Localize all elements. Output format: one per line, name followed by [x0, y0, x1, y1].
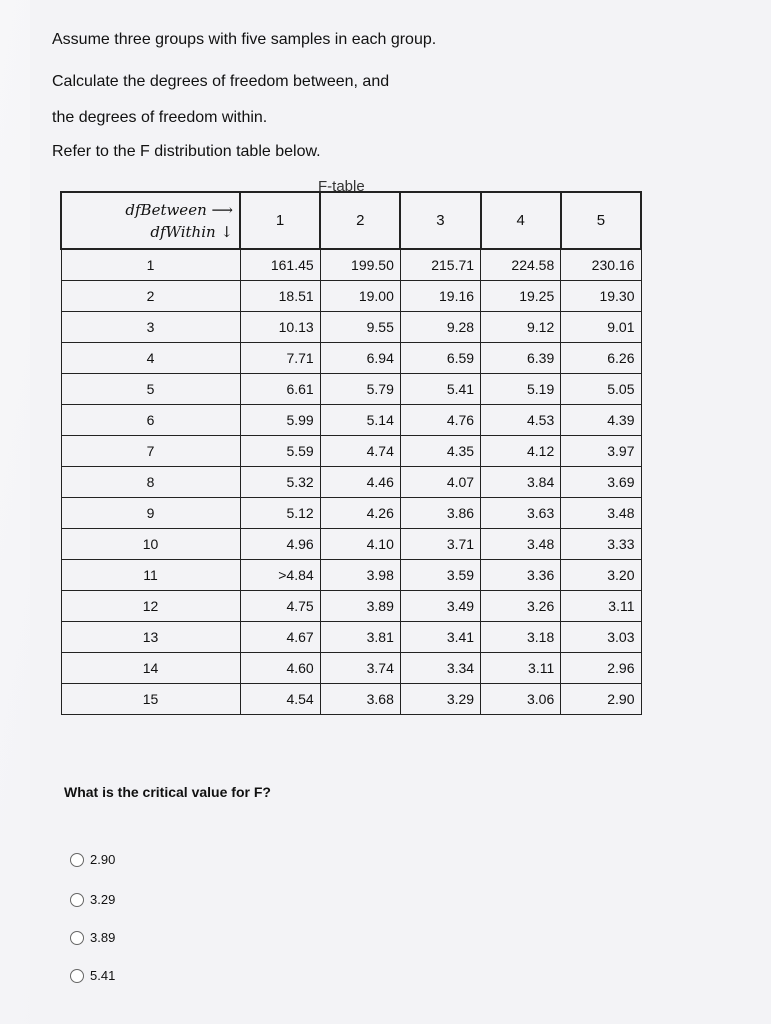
table-row [61, 653, 641, 684]
f-critical-value-cell: 3.49 [400, 591, 480, 622]
f-critical-value-cell: 3.34 [400, 653, 480, 684]
f-critical-value-cell: 199.50 [320, 249, 400, 281]
table-header-row [61, 192, 641, 249]
table-row [61, 312, 641, 343]
f-critical-value-cell: 3.26 [481, 591, 561, 622]
table-row [61, 529, 641, 560]
question-instruction-line: the degrees of freedom within. [52, 109, 268, 126]
df-within-value: 8 [61, 467, 240, 498]
f-critical-value-cell: 3.48 [561, 498, 641, 529]
f-critical-value-cell: 4.60 [240, 653, 320, 684]
df-within-value: 5 [61, 374, 240, 405]
table-corner-header [61, 192, 240, 249]
answer-option[interactable] [70, 892, 115, 907]
f-critical-value-cell: 3.03 [561, 622, 641, 653]
column-header: 3 [400, 192, 480, 249]
f-critical-value-cell: 9.55 [320, 312, 400, 343]
f-critical-value-cell: 3.59 [400, 560, 480, 591]
f-critical-value-cell: 3.33 [561, 529, 641, 560]
f-critical-value-cell: 3.97 [561, 436, 641, 467]
f-critical-value-cell: 18.51 [240, 281, 320, 312]
f-critical-value-cell: 3.29 [400, 684, 480, 715]
df-within-value: 4 [61, 343, 240, 374]
f-critical-value-cell: 10.13 [240, 312, 320, 343]
f-critical-value-cell: 3.89 [320, 591, 400, 622]
f-critical-value-cell: 6.94 [320, 343, 400, 374]
f-critical-value-cell: 9.12 [481, 312, 561, 343]
f-critical-value-cell: 3.71 [400, 529, 480, 560]
df-within-value: 1 [61, 249, 240, 281]
f-critical-value-cell: 3.74 [320, 653, 400, 684]
f-table-title: F-table [318, 178, 365, 195]
answer-option-label: 3.29 [90, 892, 116, 907]
f-critical-value-cell: 5.14 [320, 405, 400, 436]
df-within-value: 3 [61, 312, 240, 343]
question-reference-line: Refer to the F distribution table below. [52, 143, 321, 160]
f-critical-value-cell: 3.81 [320, 622, 400, 653]
f-critical-value-cell: 3.18 [481, 622, 561, 653]
radio-button[interactable] [70, 893, 84, 907]
radio-button[interactable] [70, 853, 84, 867]
table-row [61, 436, 641, 467]
table-row [61, 405, 641, 436]
column-header: 4 [481, 192, 561, 249]
f-critical-value-cell: 7.71 [240, 343, 320, 374]
f-critical-value-cell: 215.71 [400, 249, 480, 281]
f-critical-value-cell: 4.39 [561, 405, 641, 436]
question-intro-line: Assume three groups with five samples in each group. [52, 31, 437, 48]
f-critical-value-cell: 3.11 [481, 653, 561, 684]
f-critical-value-cell: 19.25 [481, 281, 561, 312]
f-critical-value-cell: 3.63 [481, 498, 561, 529]
f-critical-value-cell: 5.32 [240, 467, 320, 498]
f-critical-value-cell: 2.90 [561, 684, 641, 715]
f-critical-value-cell: 3.11 [561, 591, 641, 622]
f-critical-value-cell: 3.20 [561, 560, 641, 591]
question-prompt: What is the critical value for F? [64, 784, 271, 800]
f-critical-value-cell: 3.41 [400, 622, 480, 653]
f-critical-value-cell: 3.98 [320, 560, 400, 591]
table-row [61, 622, 641, 653]
table-row [61, 249, 641, 281]
f-critical-value-cell: 5.59 [240, 436, 320, 467]
f-distribution-table [60, 191, 642, 715]
f-critical-value-cell: 4.10 [320, 529, 400, 560]
answer-option-label: 3.89 [90, 930, 116, 945]
f-critical-value-cell: 4.53 [481, 405, 561, 436]
table-row [61, 684, 641, 715]
df-within-value: 10 [61, 529, 240, 560]
df-within-value: 2 [61, 281, 240, 312]
answer-option-label: 5.41 [90, 968, 116, 983]
radio-button[interactable] [70, 931, 84, 945]
question-instruction-line: Calculate the degrees of freedom between, and [52, 73, 390, 90]
f-critical-value-cell: 6.26 [561, 343, 641, 374]
f-critical-value-cell: 9.28 [400, 312, 480, 343]
f-critical-value-cell: 5.41 [400, 374, 480, 405]
df-between-label: dfBetween ⟶ [125, 200, 233, 219]
f-critical-value-cell: 5.19 [481, 374, 561, 405]
df-within-label: dfWithin ↓ [150, 222, 233, 241]
f-critical-value-cell: 4.35 [400, 436, 480, 467]
f-critical-value-cell: 5.05 [561, 374, 641, 405]
f-critical-value-cell: 3.68 [320, 684, 400, 715]
f-critical-value-cell: 6.61 [240, 374, 320, 405]
f-critical-value-cell: 4.75 [240, 591, 320, 622]
table-row [61, 281, 641, 312]
df-within-value: 12 [61, 591, 240, 622]
f-critical-value-cell: 3.48 [481, 529, 561, 560]
f-critical-value-cell: 4.12 [481, 436, 561, 467]
answer-option[interactable] [70, 968, 115, 983]
f-critical-value-cell: 6.59 [400, 343, 480, 374]
df-within-value: 14 [61, 653, 240, 684]
table-row [61, 591, 641, 622]
f-critical-value-cell: 19.30 [561, 281, 641, 312]
radio-button[interactable] [70, 969, 84, 983]
table-body [61, 249, 641, 715]
df-within-value: 7 [61, 436, 240, 467]
f-critical-value-cell: 6.39 [481, 343, 561, 374]
f-critical-value-cell: 19.00 [320, 281, 400, 312]
f-critical-value-cell: >4.84 [240, 560, 320, 591]
table-row [61, 374, 641, 405]
f-critical-value-cell: 19.16 [400, 281, 480, 312]
f-critical-value-cell: 5.12 [240, 498, 320, 529]
answer-option[interactable] [70, 930, 115, 945]
f-critical-value-cell: 4.26 [320, 498, 400, 529]
f-critical-value-cell: 5.79 [320, 374, 400, 405]
f-critical-value-cell: 4.46 [320, 467, 400, 498]
table-row [61, 343, 641, 374]
column-header: 2 [320, 192, 400, 249]
df-within-value: 9 [61, 498, 240, 529]
f-critical-value-cell: 3.36 [481, 560, 561, 591]
column-header: 1 [240, 192, 320, 249]
df-within-value: 6 [61, 405, 240, 436]
table-row [61, 560, 641, 591]
answer-option-label: 2.90 [90, 852, 116, 867]
f-critical-value-cell: 4.76 [400, 405, 480, 436]
answer-option[interactable] [70, 852, 115, 867]
f-critical-value-cell: 4.74 [320, 436, 400, 467]
f-critical-value-cell: 224.58 [481, 249, 561, 281]
f-critical-value-cell: 4.67 [240, 622, 320, 653]
f-critical-value-cell: 3.69 [561, 467, 641, 498]
df-within-value: 15 [61, 684, 240, 715]
df-within-value: 11 [61, 560, 240, 591]
f-critical-value-cell: 3.86 [400, 498, 480, 529]
f-critical-value-cell: 9.01 [561, 312, 641, 343]
f-critical-value-cell: 5.99 [240, 405, 320, 436]
f-critical-value-cell: 3.06 [481, 684, 561, 715]
f-critical-value-cell: 3.84 [481, 467, 561, 498]
f-critical-value-cell: 2.96 [561, 653, 641, 684]
column-header: 5 [561, 192, 641, 249]
df-within-value: 13 [61, 622, 240, 653]
f-critical-value-cell: 4.96 [240, 529, 320, 560]
f-critical-value-cell: 4.07 [400, 467, 480, 498]
table-row [61, 467, 641, 498]
f-critical-value-cell: 161.45 [240, 249, 320, 281]
table-row [61, 498, 641, 529]
f-critical-value-cell: 4.54 [240, 684, 320, 715]
f-critical-value-cell: 230.16 [561, 249, 641, 281]
